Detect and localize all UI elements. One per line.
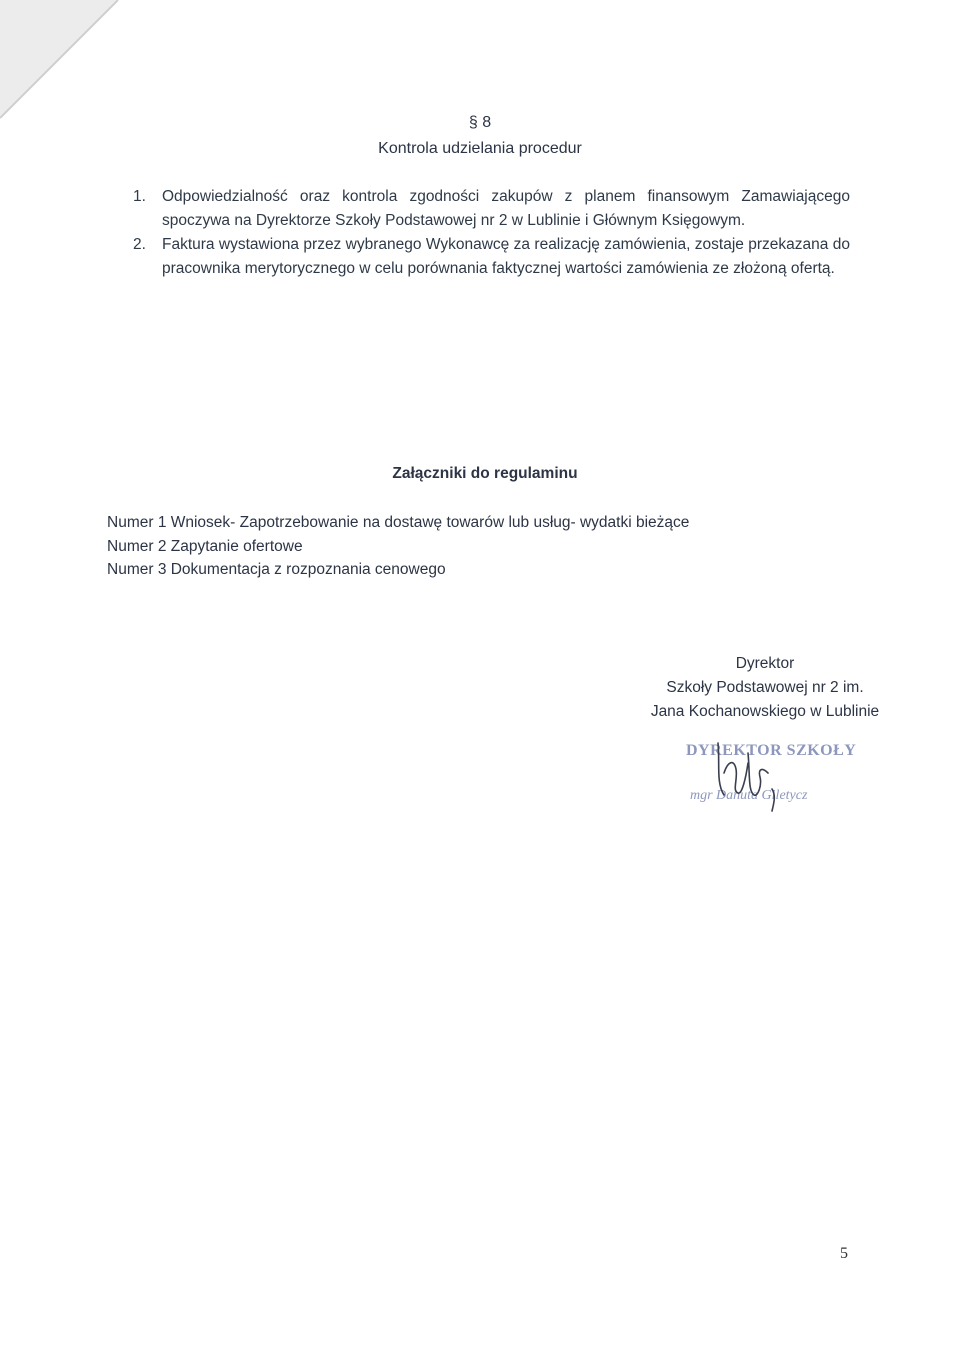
list-item-text: Odpowiedzialność oraz kontrola zgodności zakupów z planem finansowym Zamawiającego spoczywa na Dyrektorze Szkoły Podstawowej nr 2 w Lublinie i Głównym Księgowym. <box>162 188 850 229</box>
list-item <box>133 233 850 281</box>
signature-block <box>560 652 960 724</box>
stamp-title: DYREKTOR SZKOŁY <box>686 742 857 759</box>
section-number: § 8 <box>468 114 492 131</box>
director-stamp <box>676 733 866 833</box>
list-item-number: 2. <box>133 236 146 253</box>
list-item-text: Faktura wystawiona przez wybranego Wykonawcę za realizację zamówienia, zostaje przekazana do pracownika merytorycznego w celu porównania faktycznej wartości zamówienia ze złożoną ofertą. <box>162 236 850 277</box>
list-item-number: 1. <box>133 188 146 205</box>
numbered-list <box>133 185 850 281</box>
list-item <box>133 185 850 233</box>
attachment-line: Numer 2 Zapytanie ofertowe <box>107 537 303 555</box>
signature-school-line: Szkoły Podstawowej nr 2 im. <box>666 679 864 696</box>
section-title: Kontrola udzielania procedur <box>378 140 582 157</box>
attachment-line: Numer 1 Wniosek- Zapotrzebowanie na dostawę towarów lub usług- wydatki bieżące <box>107 514 690 531</box>
signature-title: Dyrektor <box>735 655 795 672</box>
attachment-line: Numer 3 Dokumentacja z rozpoznania cenowego <box>107 561 446 578</box>
attachments-heading: Załączniki do regulaminu <box>392 465 578 482</box>
signature-school-line: Jana Kochanowskiego w Lublinie <box>650 703 880 720</box>
page-number: 5 <box>840 1245 848 1262</box>
attachments-list <box>107 511 689 582</box>
stamp-name: mgr Danuta Giletycz <box>690 788 808 803</box>
